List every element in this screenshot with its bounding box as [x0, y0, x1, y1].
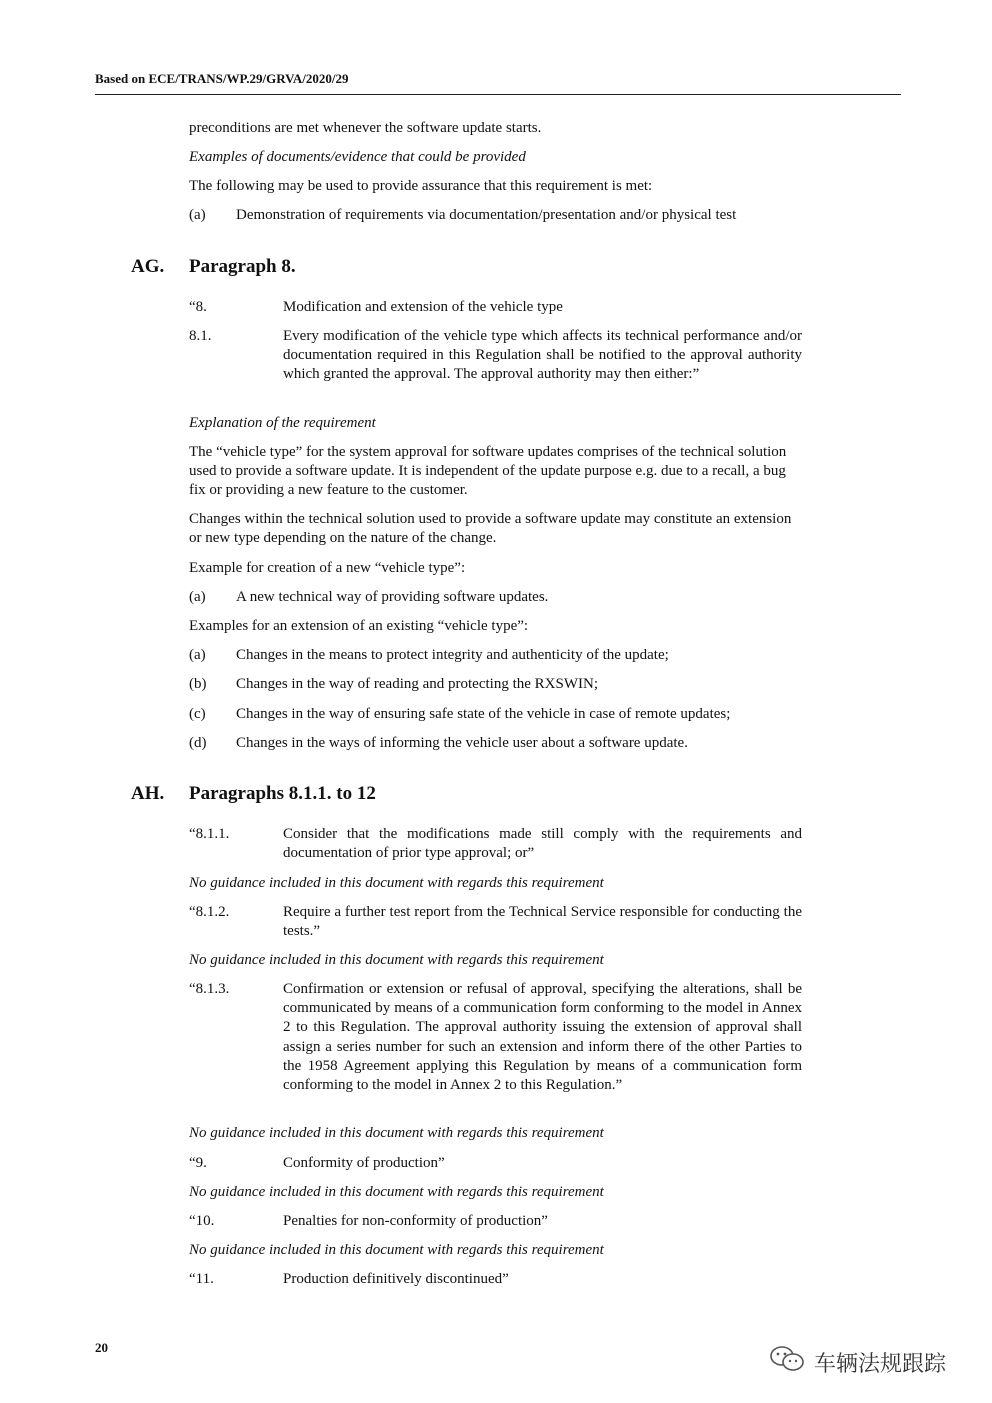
- quote-8-1-2-text: Require a further test report from the Technical Service responsible for conducting the tests.”: [283, 904, 802, 940]
- list-item-text: Changes in the ways of informing the vehicle user about a software update.: [236, 735, 688, 751]
- watermark-text: 车辆法规跟踪: [814, 1351, 947, 1377]
- list-item-text: Changes in the way of ensuring safe state of the vehicle in case of remote updates;: [236, 706, 731, 722]
- quote-8-1-3-number: “8.1.3.: [189, 981, 230, 997]
- no-guidance-note: No guidance included in this document with regards this requirement: [189, 952, 604, 968]
- explanation-heading: Explanation of the requirement: [189, 415, 376, 431]
- quote-8-1-number: 8.1.: [189, 328, 212, 344]
- list-item-label: (a): [189, 207, 206, 223]
- intro-line: preconditions are met whenever the software update starts.: [189, 120, 542, 136]
- list-item-label: (a): [189, 647, 206, 663]
- quote-8-text: Modification and extension of the vehicle type: [283, 299, 563, 315]
- no-guidance-note: No guidance included in this document with regards this requirement: [189, 875, 604, 891]
- quote-8-1-1-number: “8.1.1.: [189, 826, 230, 842]
- list-item-label: (b): [189, 676, 207, 692]
- quote-9-number: “9.: [189, 1155, 207, 1171]
- list-item-label: (c): [189, 706, 206, 722]
- document-header: Based on ECE/TRANS/WP.29/GRVA/2020/29: [95, 71, 349, 86]
- watermark: [768, 1344, 946, 1380]
- list-item-text: A new technical way of providing software updates.: [236, 589, 549, 605]
- list-item-text: Changes in the means to protect integrity and authenticity of the update;: [236, 647, 669, 663]
- list-item-label: (d): [189, 735, 207, 751]
- new-type-heading: Example for creation of a new “vehicle type”:: [189, 560, 466, 576]
- no-guidance-note: No guidance included in this document with regards this requirement: [189, 1242, 604, 1258]
- wechat-icon: [768, 1344, 808, 1380]
- quote-10-text: Penalties for non-conformity of production”: [283, 1213, 548, 1229]
- quote-8-1-1-text: Consider that the modifications made still comply with the requirements and documentation of prior type approval; or”: [283, 826, 802, 862]
- section-ag-letter: AG.: [131, 256, 165, 277]
- extension-heading: Examples for an extension of an existing “vehicle type”:: [189, 618, 529, 634]
- explanation-paragraph-1: The “vehicle type” for the system approval for software updates comprises of the technical solution used to provide a software update. It is independent of the update purpose e.g. due to a recall, a bug fix or providing a new feature to the customer.: [189, 444, 787, 499]
- list-item-text: Demonstration of requirements via documentation/presentation and/or physical test: [236, 207, 737, 223]
- quote-8-1-text: Every modification of the vehicle type which affects its technical performance and/or documentation required in this Regulation shall be notified to the approval authority which granted the approval. The approval authority may then either:”: [283, 328, 802, 383]
- list-item-text: Changes in the way of reading and protecting the RXSWIN;: [236, 676, 598, 692]
- quote-11-text: Production definitively discontinued”: [283, 1271, 509, 1287]
- section-ag-title: Paragraph 8.: [189, 256, 296, 277]
- quote-8-1-2-number: “8.1.2.: [189, 904, 230, 920]
- evidence-heading: Examples of documents/evidence that could be provided: [189, 149, 526, 165]
- page-number: 20: [95, 1340, 108, 1355]
- section-ah-title: Paragraphs 8.1.1. to 12: [189, 783, 376, 804]
- explanation-paragraph-2: Changes within the technical solution used to provide a software update may constitute an extension or new type depending on the nature of the change.: [189, 511, 792, 547]
- no-guidance-note: No guidance included in this document with regards this requirement: [189, 1184, 604, 1200]
- quote-11-number: “11.: [189, 1271, 214, 1287]
- quote-8-1-3-text: Confirmation or extension or refusal of approval, specifying the alterations, shall be communicated by means of a communication form conforming to the model in Annex 2 to this Regulation. The approval authority issuing the extension of approval shall assign a series number for such an extension and inform there of the other Parties to the 1958 Agreement applying this Regulation by means of a communication form conforming to the model in Annex 2 to this Regulation.”: [283, 981, 802, 1094]
- quote-9-text: Conformity of production”: [283, 1155, 445, 1171]
- quote-8-number: “8.: [189, 299, 207, 315]
- header-rule: [95, 94, 901, 95]
- intro-line-2: The following may be used to provide assurance that this requirement is met:: [189, 178, 653, 194]
- quote-10-number: “10.: [189, 1213, 215, 1229]
- section-ah-letter: AH.: [131, 783, 165, 804]
- no-guidance-note: No guidance included in this document with regards this requirement: [189, 1125, 604, 1141]
- list-item-label: (a): [189, 589, 206, 605]
